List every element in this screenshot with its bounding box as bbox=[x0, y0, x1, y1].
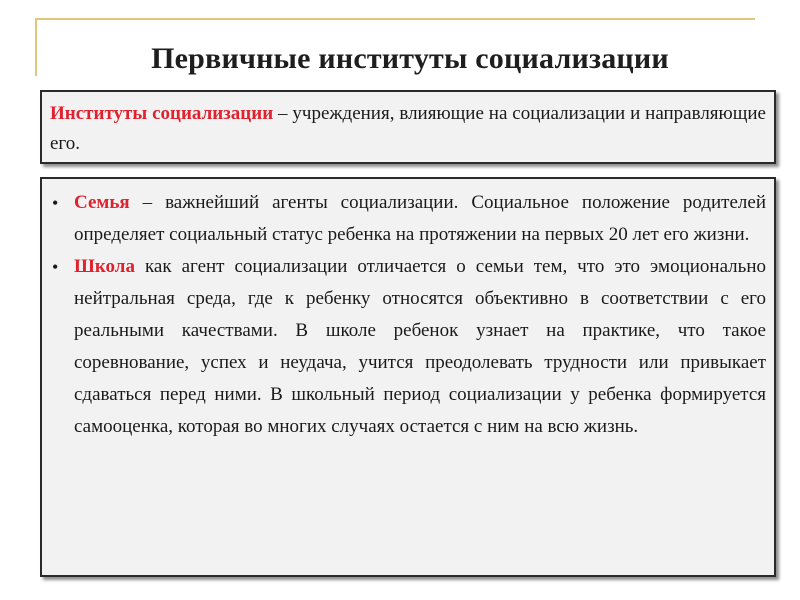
definition-body: – учреждения, влияющие на социализации и направляющие его. bbox=[50, 103, 766, 154]
item-term: Семья bbox=[74, 192, 130, 213]
list-item-school bbox=[52, 251, 766, 443]
bullet-list-box bbox=[40, 177, 776, 577]
list-item-family bbox=[52, 187, 766, 251]
bullet-icon: • bbox=[52, 193, 59, 213]
item-text: как агент социализации отличается о семьи тем, что это эмоционально нейтральная среда, где к ребенку относятся объективно в соответствии с его реальными качествами. В школе ребенок узнает на практике, что такое соревнование, успех и неудача, учится преодолевать трудности или привыкает сдаваться перед ними. В школьный период социализации у ребенка формируется самооценка, которая во многих случаях остается с ним на всю жизнь. bbox=[74, 256, 766, 437]
slide-title: Первичные институты социализации bbox=[151, 42, 669, 75]
definition-term: Институты социализации bbox=[50, 103, 274, 124]
bullet-icon: • bbox=[52, 257, 59, 277]
item-term: Школа bbox=[74, 256, 135, 277]
bullet-list bbox=[52, 187, 766, 443]
decorative-top-line bbox=[35, 18, 755, 20]
item-text: – важнейший агенты социализации. Социальное положение родителей определяет социальный статус ребенка на протяжении на первых 20 лет его жизни. bbox=[74, 192, 766, 245]
definition-text bbox=[50, 99, 766, 159]
definition-box bbox=[40, 90, 776, 164]
